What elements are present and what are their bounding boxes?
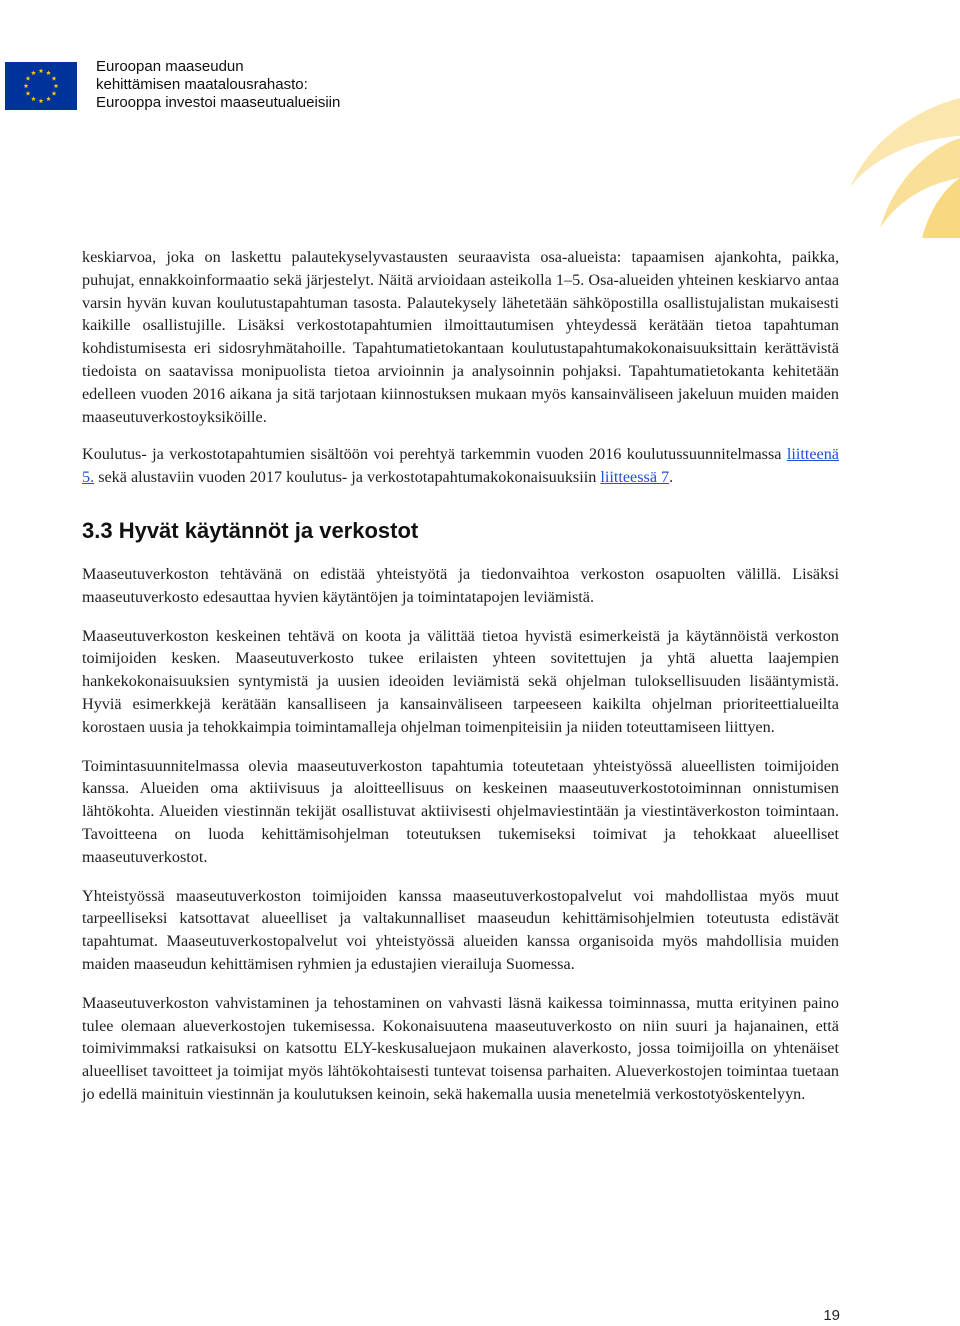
appendix-7-link[interactable]: liitteessä 7: [600, 468, 670, 487]
paragraph: Yhteistyössä maaseutuverkoston toimijoiden kanssa maaseutuverkostopalvelut voi mahdollistaa myös muut tarpeelliseksi katsottavat alueelliset ja valtakunnalliset maaseudun kehittämisohjelmien toteutusta edistävät tapahtumat. Maaseutuverkostopalvelut voi yhteistyössä alueiden kanssa organisoida myös mahdollisia muiden maiden maaseudun kehittämisen ryhmien ja edustajien vierailuja Suomessa.: [82, 886, 839, 973]
paragraph: Maaseutuverkoston keskeinen tehtävä on koota ja välittää tietoa hyvistä esimerkeistä ja käytännöistä verkoston toimijoiden kesken. Maaseutuverkosto tukee erilaisten yhteen sovitettujen ja yhtä aluetta laajempien hankekokonaisuuksien syntymistä ja uusien ideoiden leviämistä sekä ohjelman tuloksellisuuden lisääntymistä. Hyviä esimerkkejä kerätään kansalliseen ja kansainväliseen tarpeeseen kaikilta ohjelman prioriteettialueilta korostaen uusia ja tehokkaimpia toimintamalleja ohjelman toimenpiteisiin ja niiden toteuttamiseen liittyen.: [82, 626, 839, 736]
paragraph-text: .: [669, 468, 674, 487]
org-line: Eurooppa investoi maaseutualueisiin: [96, 94, 341, 111]
decorative-swoosh: [810, 98, 960, 238]
paragraph-text: Koulutus- ja verkostotapahtumien sisältöön voi perehtyä tarkemmin vuoden 2016 koulutussuunnitelmassa: [82, 445, 787, 464]
paragraph-text: sekä alustaviin vuoden 2017 koulutus- ja verkostotapahtumakokonaisuuksiin: [94, 468, 601, 487]
eu-funding-text: [96, 58, 340, 112]
paragraph-with-links: [82, 443, 839, 489]
paragraph: keskiarvoa, joka on laskettu palautekyselyvastausten seuraavista osa-alueista: tapaamisen ajankohta, paikka, puhujat, ennakkoinformaatio sekä järjestelyt. Näitä arvioidaan asteikolla 1–5. Osa-alueiden yhteinen keskiarvo antaa varsin hyvän kuvan koulutustapahtuman tasosta. Palautekysely lähetetään sähköpostilla osallistujalistan mukaisesti kaikille osallistujille. Lisäksi verkostotapahtumien ilmoittautumisen yhteydessä kerätään tietoa tapahtuman kohdistumisesta eri sidosryhmätahoille. Tapahtumatietokantaan koulutustapahtumakokonaisuuksittain kerättävistä tiedoista on saatavissa monipuolista tietoa arvioinnin ja analysoinnin pohjaksi. Tapahtumatietokanta kehitetään edelleen vuoden 2016 aikana ja sitä tarjotaan kiinnostuksen mukaan myös kansainväliseen jakeluun muiden maiden maaseutuverkostoyksiköille.: [82, 248, 839, 426]
page-number: 19: [823, 1307, 840, 1324]
paragraph: Maaseutuverkoston tehtävänä on edistää yhteistyötä ja tiedonvaihtoa verkoston osapuolten välillä. Lisäksi maaseutuverkosto edesauttaa hyvien käytäntöjen ja toimintatapojen leviämistä.: [82, 564, 839, 606]
appendix-5-link[interactable]: liitteenä 5.: [82, 445, 839, 487]
paragraph: Maaseutuverkoston vahvistaminen ja tehostaminen on vahvasti läsnä kaikessa toiminnassa, mutta erityinen paino tulee olemaan alueverkostojen tukemisessa. Kokonaisuutena maaseutuverkosto on niin suuri ja hajanainen, että toimivimmaksi ratkaisuksi on katsottu ELY-keskusaluejaon mukainen alaverkosto, jossa toimijoilla on yhtenäiset alueelliset tavoitteet ja toimijat myös lähtökohtaisesti tuntevat toisensa parhaiten. Alueverkostojen toimintaa tuetaan jo edellä mainituin viestinnän ja koulutuksen keinoin, sekä hakemalla uusia menetelmiä verkostotyöskentelyyn.: [82, 993, 839, 1103]
eu-flag-icon: [5, 62, 77, 110]
org-line: kehittämisen maatalousrahasto:: [96, 76, 308, 93]
org-line: Euroopan maaseudun: [96, 58, 244, 75]
document-body: [82, 246, 839, 1122]
section-heading: 3.3 Hyvät käytännöt ja verkostot: [82, 517, 419, 543]
paragraph: Toimintasuunnitelmassa olevia maaseutuverkoston tapahtumia toteutetaan yhteistyössä alueellisten toimijoiden kanssa. Alueiden oma aktiivisuus ja aloitteellisuus on keskeinen maaseutuverkostotoiminnan onnistumisen lähtökohta. Alueiden viestinnän tekijät osallistuvat aktiivisesti ohjelmaviestintään ja viestintäverkoston toimintaan. Tavoitteena on luoda kehittämisohjelman toteutuksen tukemiseksi toimivat ja tehokkaat alueelliset maaseutuverkostot.: [82, 756, 839, 866]
